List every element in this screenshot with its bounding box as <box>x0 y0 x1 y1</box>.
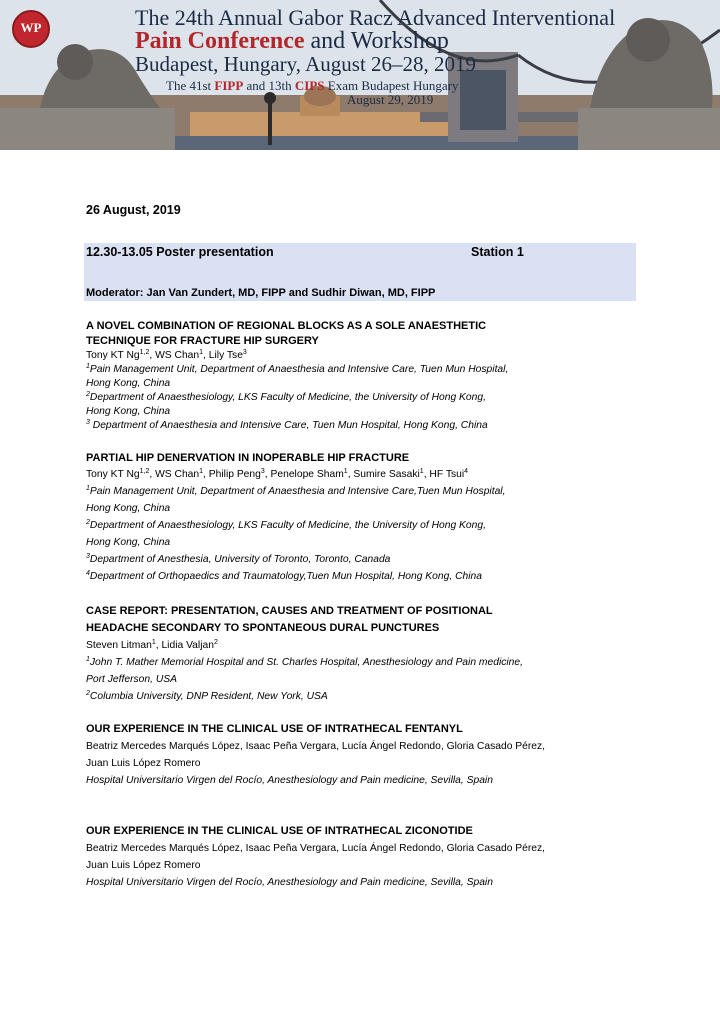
author-affil-sup: 1 <box>199 468 204 475</box>
affiliation <box>86 551 634 568</box>
author-name: Tony KT Ng <box>86 469 140 480</box>
conference-banner <box>0 0 720 150</box>
author-affil-sup: 3 <box>260 468 265 475</box>
abstract-title: A NOVEL COMBINATION OF REGIONAL BLOCKS AS A SOLE ANAESTHETIC <box>86 320 487 332</box>
affiliation <box>86 391 634 405</box>
abstract-authors <box>86 466 634 483</box>
abstract-authors: Beatriz Mercedes Marqués López, Isaac Peña Vergara, Lucía Ángel Redondo, Gloria Casado Pérez, <box>86 741 546 752</box>
abstract-title-cont: TECHNIQUE FOR FRACTURE HIP SURGERY <box>86 335 319 347</box>
affiliation-sup: 2 <box>86 690 90 697</box>
abstract-title-cont: HEADACHE SECONDARY TO SPONTANEOUS DURAL PUNCTURES <box>86 622 440 634</box>
session-header <box>84 243 636 301</box>
affiliation: Hospital Universitario Virgen del Rocío, Anesthesiology and Pain medicine, Sevilla, Spain <box>86 877 493 888</box>
affiliation-text: John T. Mather Memorial Hospital and St. Charles Hospital, Anesthesiology and Pain medicine, <box>89 657 523 668</box>
author-affil-sup: 1 <box>151 639 156 646</box>
author-affil-sup: 2 <box>213 639 218 646</box>
author-name: , Lidia Valjan <box>155 640 214 651</box>
abstract-3 <box>86 603 634 705</box>
author-affil-sup: 3 <box>242 349 247 356</box>
affiliation-text: Pain Management Unit, Department of Anaesthesia and Intensive Care, Tuen Mun Hospital, <box>89 364 509 375</box>
abstract-title: OUR EXPERIENCE IN THE CLINICAL USE OF INTRATHECAL ZICONOTIDE <box>86 825 473 837</box>
affiliation-sup: 2 <box>86 391 90 398</box>
author-name: , HF Tsui <box>423 469 465 480</box>
banner-line-4-b: and 13th <box>243 78 295 93</box>
session-title: 12.30-13.05 Poster presentation <box>86 245 274 259</box>
affiliation-text: Columbia University, DNP Resident, New York, USA <box>89 691 328 702</box>
logo-text: WP <box>20 20 42 35</box>
banner-line-2 <box>135 28 449 55</box>
affiliation-text: Department of Anaesthesiology, LKS Faculty of Medicine, the University of Hong Kong, <box>89 520 486 531</box>
session-date: 26 August, 2019 <box>86 203 181 217</box>
affiliation <box>86 517 634 534</box>
affiliation-cont: Hong Kong, China <box>86 378 171 389</box>
abstract-title: OUR EXPERIENCE IN THE CLINICAL USE OF INTRATHECAL FENTANYL <box>86 723 463 735</box>
author-name: , Lily Tse <box>203 350 243 361</box>
banner-line-5: August 29, 2019 <box>347 92 434 107</box>
abstract-2 <box>86 451 634 585</box>
banner-pain-conference: Pain Conference <box>135 28 305 54</box>
banner-fipp: FIPP <box>214 78 244 93</box>
author-name: Tony KT Ng <box>86 350 140 361</box>
abstract-authors: Beatriz Mercedes Marqués López, Isaac Peña Vergara, Lucía Ángel Redondo, Gloria Casado Pérez, <box>86 843 546 854</box>
affiliation-text: Department of Orthopaedics and Traumatology,Tuen Mun Hospital, Hong Kong, China <box>89 571 482 582</box>
author-name: Steven Litman <box>86 640 152 651</box>
author-affil-sup: 1 <box>199 349 204 356</box>
banner-line-3: Budapest, Hungary, August 26–28, 2019 <box>135 52 477 76</box>
banner-line-1: The 24th Annual Gabor Racz Advanced Interventional <box>135 5 616 30</box>
affiliation <box>86 363 634 377</box>
affiliation-text: Department of Anesthesia, University of Toronto, Toronto, Canada <box>89 554 391 565</box>
author-affil-sup: 1 <box>343 468 348 475</box>
abstract-authors <box>86 637 634 654</box>
author-name: , Sumire Sasaki <box>347 469 420 480</box>
author-name: , WS Chan <box>149 469 200 480</box>
affiliation-cont: Hong Kong, China <box>86 406 171 417</box>
abstract-title: PARTIAL HIP DENERVATION IN INOPERABLE HIP FRACTURE <box>86 452 410 464</box>
abstract-4 <box>86 721 634 789</box>
affiliation-text: Department of Anaesthesia and Intensive Care, Tuen Mun Hospital, Hong Kong, China <box>89 420 488 431</box>
affiliation: Hospital Universitario Virgen del Rocío, Anesthesiology and Pain medicine, Sevilla, Spain <box>86 775 493 786</box>
affiliation <box>86 654 634 671</box>
author-affil-sup: 1,2 <box>139 349 150 356</box>
banner-cips: CIPS <box>294 78 325 93</box>
affiliation-sup: 3 <box>86 553 90 560</box>
affiliation-sup: 1 <box>86 363 90 370</box>
affiliation <box>86 688 634 705</box>
abstract-authors-cont: Juan Luis López Romero <box>86 758 201 769</box>
author-affil-sup: 1 <box>419 468 424 475</box>
affiliation <box>86 568 634 585</box>
affiliation-sup: 1 <box>86 656 90 663</box>
conference-logo <box>12 10 50 48</box>
affiliation <box>86 483 634 500</box>
abstract-1 <box>86 319 634 433</box>
abstract-authors <box>86 349 634 363</box>
abstract-5 <box>86 823 634 891</box>
affiliation-sup: 1 <box>86 485 90 492</box>
author-affil-sup: 1,2 <box>139 468 150 475</box>
affiliation-sup: 2 <box>86 519 90 526</box>
session-station: Station 1 <box>471 245 524 259</box>
affiliation-sup: 3 <box>86 419 90 426</box>
affiliation-cont: Port Jefferson, USA <box>86 674 177 685</box>
banner-line-4-c: Exam Budapest Hungary <box>324 78 459 93</box>
author-name: , Penelope Sham <box>264 469 344 480</box>
author-name: , WS Chan <box>149 350 200 361</box>
affiliation-text: Department of Anaesthesiology, LKS Faculty of Medicine, the University of Hong Kong, <box>89 392 486 403</box>
abstract-title: CASE REPORT: PRESENTATION, CAUSES AND TREATMENT OF POSITIONAL <box>86 605 493 617</box>
affiliation <box>86 419 634 433</box>
session-moderator: Moderator: Jan Van Zundert, MD, FIPP and Sudhir Diwan, MD, FIPP <box>86 287 436 299</box>
affiliation-cont: Hong Kong, China <box>86 537 171 548</box>
author-name: , Philip Peng <box>203 469 261 480</box>
banner-line-4-a: The 41st <box>166 78 215 93</box>
affiliation-text: Pain Management Unit, Department of Anaesthesia and Intensive Care,Tuen Mun Hospital, <box>89 486 506 497</box>
affiliation-cont: Hong Kong, China <box>86 503 171 514</box>
author-affil-sup: 4 <box>464 468 469 475</box>
affiliation-sup: 4 <box>86 570 90 577</box>
banner-and-workshop: and Workshop <box>304 28 449 54</box>
abstract-authors-cont: Juan Luis López Romero <box>86 860 201 871</box>
